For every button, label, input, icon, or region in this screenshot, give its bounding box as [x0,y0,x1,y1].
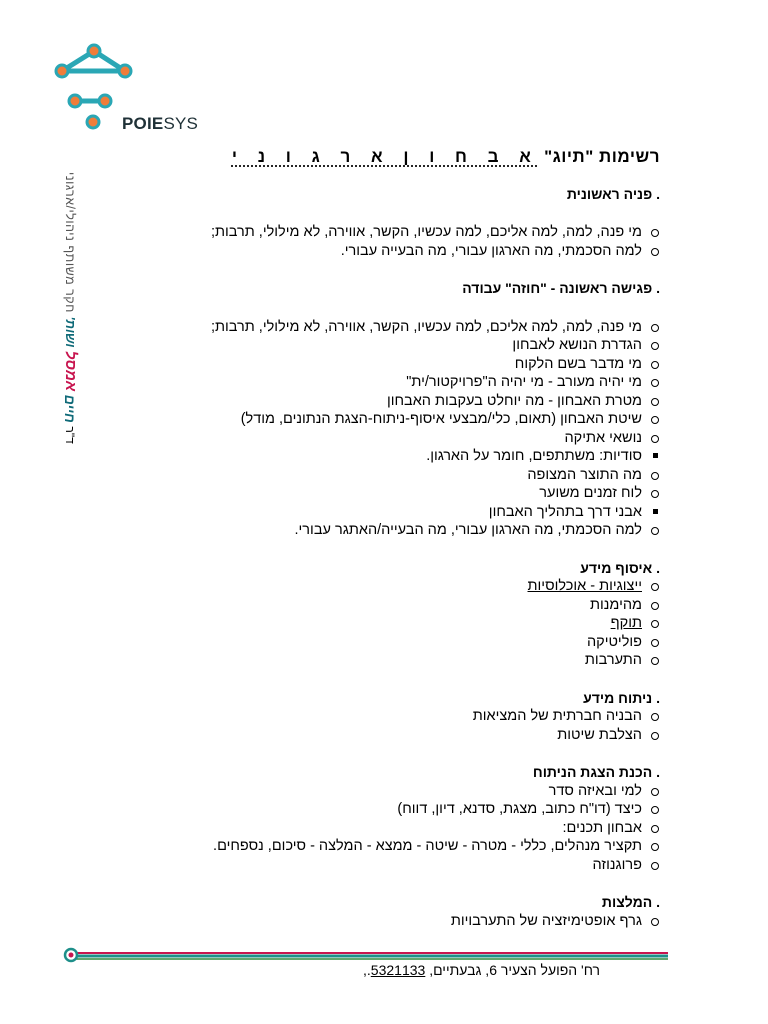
footer-suffix: ., [363,962,371,978]
sidebar-last-name: אמסל [62,350,79,392]
list-item: למי ובאיזה סדר [150,782,642,801]
list-item: ייצוגיות - אוכלוסיות [150,577,642,596]
list-item: פרוגנוזה [150,856,642,875]
section-heading-first-meeting: . פגישה ראשונה - "חוזה" עבודה [462,280,660,296]
list-item: תקציר מנהלים, כללי - מטרה - שיטה - ממצא - המלצה - סיכום, נספחים. [150,837,642,856]
section-list-initial-contact [150,223,660,260]
list-item: גרף אופטימיזציה של התערבויות [150,912,642,931]
sidebar-first-name: חיים [62,394,78,423]
list-item: הגדרת הנושא לאבחון [150,336,642,355]
list-item: פוליטיקה [150,633,642,652]
list-item: התערבות [150,651,642,670]
document-body [150,148,660,930]
list-item: שיטת האבחון (תאום, כלי/מבצעי איסוף-ניתוח-הצגת הנתונים, מודל) [150,410,642,429]
title-spaced: א ב ח ו ן א ר ג ו נ י [231,147,539,166]
section-heading-data-analysis: . ניתוח מידע [583,689,660,706]
section-list-data-analysis [150,707,660,744]
list-item: למה הסכמתי, מה הארגון עבורי, מה הבעייה עבורי. [150,242,642,261]
brand-name [122,114,198,134]
section-heading-presentation-prep: . הכנת הצגת הניתוח [532,764,660,780]
list-item: סודיות: משתתפים, חומר על הארגון. [150,447,642,466]
footer-phone: 5321133 [370,962,426,978]
footer-street: רח' הפועל הצעיר 6, גבעתיים, [425,962,600,978]
section-list-recommendations [150,912,660,931]
sidebar-and-partners: ושות' [63,316,78,348]
section-list-first-meeting [150,318,660,540]
sidebar-credit [62,172,88,502]
sidebar-title: ד"ר [63,426,77,444]
list-item: אבני דרך בתהליך האבחון [150,503,642,522]
list-item: אבחון תכנים: [150,819,642,838]
list-item: מי מדבר בשם הלקוח [150,355,642,374]
list-item: מטרת האבחון - מה יוחלט בעקבות האבחון [150,392,642,411]
section-list-presentation-prep [150,782,660,875]
list-item: תוקף [150,614,642,633]
list-item: מי יהיה מעורב - מי יהיה ה"פרויקטור/ית" [150,373,642,392]
list-item: הבניה חברתית של המציאות [150,707,642,726]
list-item: כיצד (דו"ח כתוב, מצגת, סדנא, דיון, דווח) [150,800,642,819]
section-heading-recommendations: . המלצות [601,894,660,910]
footer-address [363,962,600,978]
list-item: נושאי אתיקה [150,429,642,448]
list-item: למה הסכמתי, מה הארגון עבורי, מה הבעייה/האתגר עבורי. [150,521,642,540]
section-heading-initial-contact: . פניה ראשונית [566,185,660,202]
list-item: מהימנות [150,596,642,615]
list-item: מי פנה, למה, למה אליכם, למה עכשיו, הקשר, אווירה, לא מילולי, תרבות; [150,223,642,242]
section-heading-data-collection: . איסוף מידע [580,559,660,576]
section-list-data-collection [150,577,660,670]
list-item: מי פנה, למה, למה אליכם, למה עכשיו, הקשר, אווירה, לא מילולי, תרבות; [150,318,642,337]
sidebar-description: חקר משותף ניהולי/ארגוני [63,172,77,313]
document-title [150,148,660,167]
list-item: לוח זמנים משוער [150,484,642,503]
list-item: מה התוצר המצופה [150,466,642,485]
list-item: הצלבת שיטות [150,726,642,745]
brand-name-light: SYS [163,114,199,133]
brand-name-bold: POIE [122,114,164,133]
title-prefix: רשימות "תיוג" [538,147,660,166]
